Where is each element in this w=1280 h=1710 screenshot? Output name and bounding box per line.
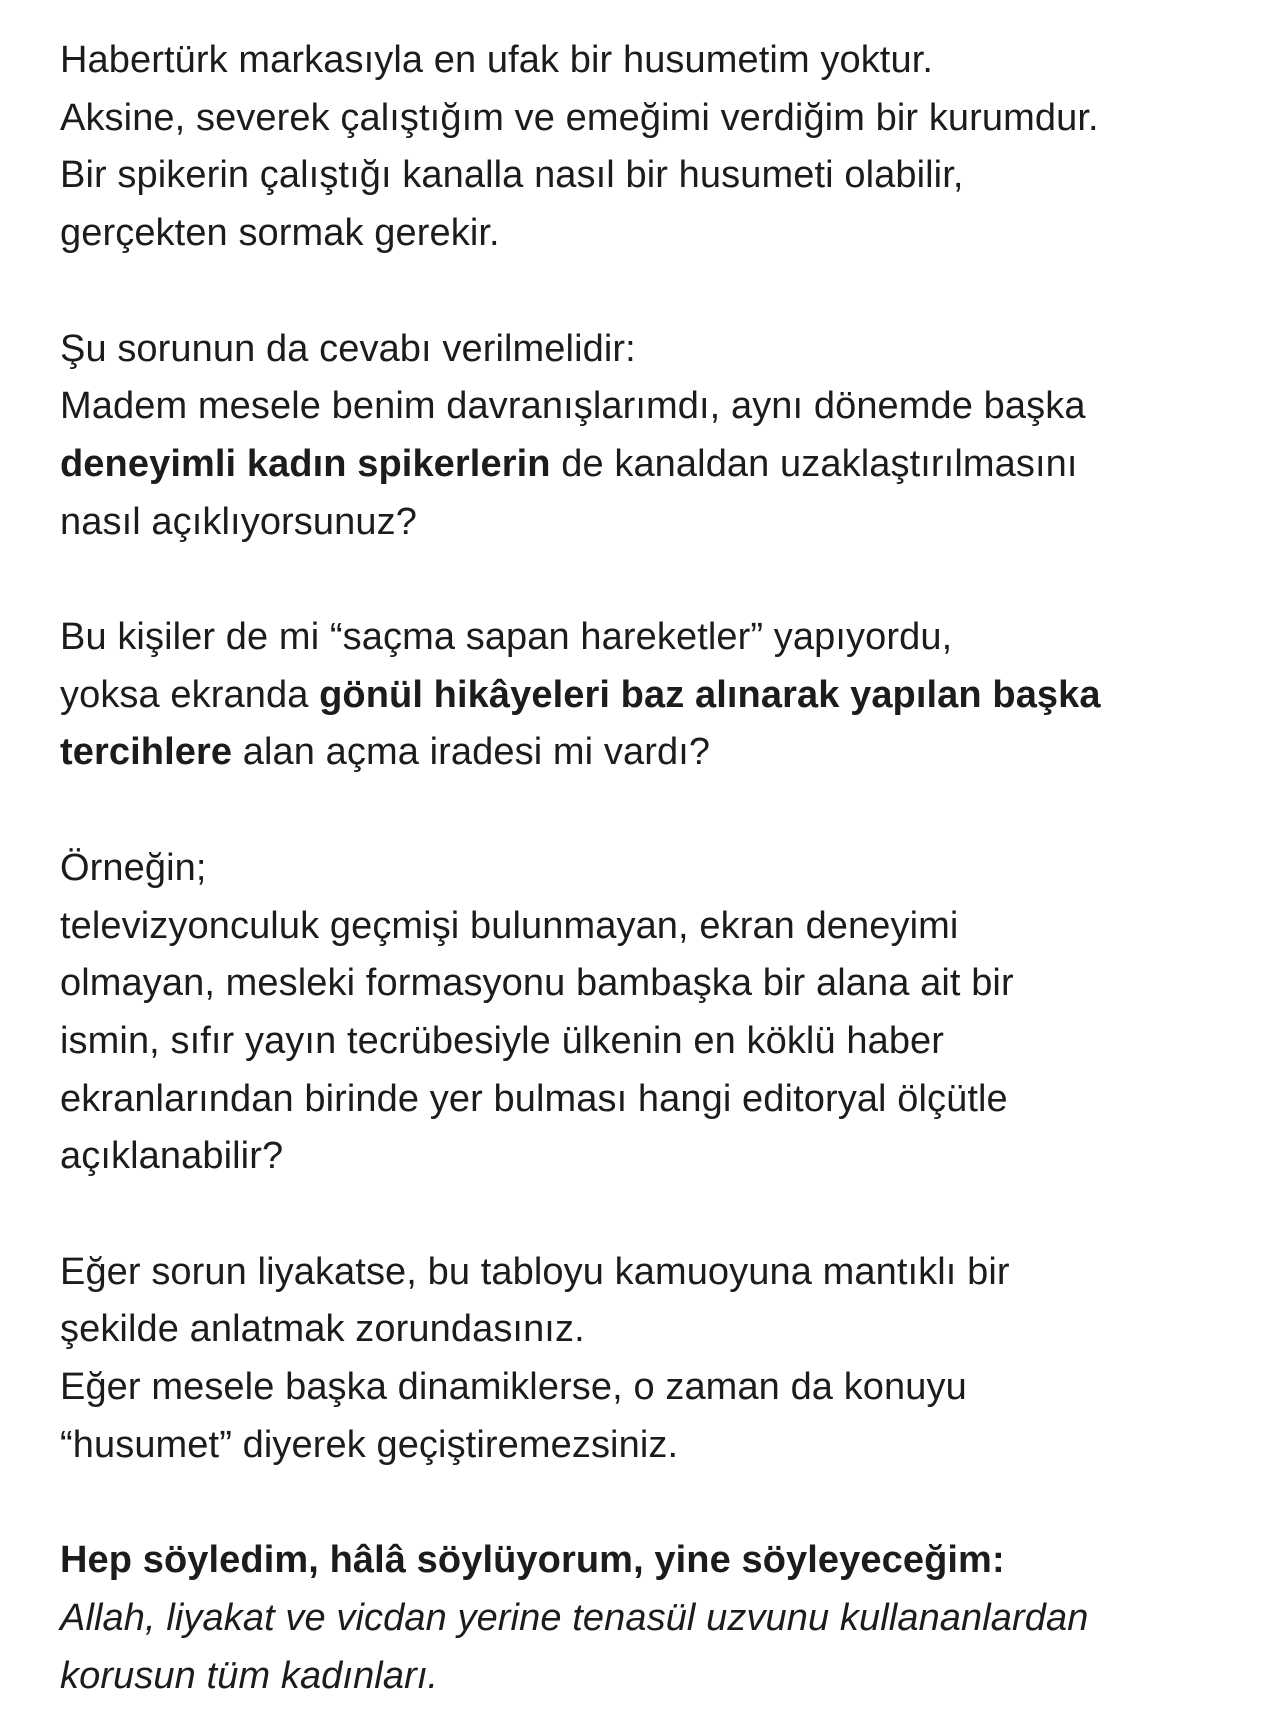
italic-text-segment: Allah, liyakat ve vicdan yerine tenasül uzvunu kullananlardan bbox=[60, 1596, 1089, 1639]
bold-text-segment: tercihlere bbox=[60, 731, 233, 774]
text-segment: alan açma iradesi mi vardı? bbox=[232, 731, 711, 774]
text-segment: nasıl açıklıyorsunuz? bbox=[60, 500, 417, 543]
text-line bbox=[60, 32, 1260, 90]
text-line bbox=[60, 1128, 1260, 1186]
text-segment: Aksine, severek çalıştığım ve emeğimi verdiğim bir kurumdur. bbox=[60, 96, 1099, 139]
paragraph bbox=[60, 840, 1260, 1186]
text-segment: de kanaldan uzaklaştırılmasını bbox=[550, 442, 1078, 485]
text-segment: Bir spikerin çalıştığı kanalla nasıl bir husumeti olabilir, bbox=[60, 154, 964, 197]
text-segment: ekranlarından birinde yer bulması hangi editoryal ölçütle bbox=[60, 1077, 1008, 1120]
text-line bbox=[60, 1590, 1260, 1648]
text-line bbox=[60, 1071, 1260, 1129]
text-line bbox=[60, 1244, 1260, 1302]
text-line bbox=[60, 1648, 1260, 1706]
text-segment: Madem mesele benim davranışlarımdı, aynı dönemde başka bbox=[60, 385, 1086, 428]
paragraph bbox=[60, 321, 1260, 552]
text-line bbox=[60, 321, 1260, 379]
text-line bbox=[60, 90, 1260, 148]
text-line bbox=[60, 378, 1260, 436]
text-line bbox=[60, 667, 1260, 725]
text-segment: şekilde anlatmak zorundasınız. bbox=[60, 1308, 585, 1351]
text-line bbox=[60, 1417, 1260, 1475]
text-segment: yoksa ekranda bbox=[60, 673, 320, 716]
text-segment: Bu kişiler de mi “saçma sapan hareketler” yapıyordu, bbox=[60, 616, 953, 658]
text-segment: olmayan, mesleki formasyonu bambaşka bir alana ait bir bbox=[60, 962, 1014, 1005]
text-segment: televizyonculuk geçmişi bulunmayan, ekran deneyimi bbox=[60, 904, 959, 947]
paragraph bbox=[60, 1532, 1260, 1705]
text-line bbox=[60, 1013, 1260, 1071]
text-line bbox=[60, 840, 1260, 898]
text-segment: Eğer mesele başka dinamiklerse, o zaman da konuyu bbox=[60, 1366, 967, 1409]
text-segment: gerçekten sormak gerekir. bbox=[60, 212, 500, 255]
italic-text-segment: korusun tüm kadınları. bbox=[60, 1654, 439, 1697]
text-line bbox=[60, 898, 1260, 956]
bold-text-segment: Hep söyledim, hâlâ söylüyorum, yine söyleyeceğim: bbox=[60, 1539, 1005, 1582]
text-segment: açıklanabilir? bbox=[60, 1135, 284, 1178]
text-segment: Eğer sorun liyakatse, bu tabloyu kamuoyuna mantıklı bir bbox=[60, 1250, 1010, 1293]
paragraph bbox=[60, 32, 1260, 263]
text-line bbox=[60, 436, 1260, 494]
paragraph bbox=[60, 609, 1260, 782]
bold-text-segment: deneyimli kadın spikerlerin bbox=[60, 442, 551, 485]
text-segment: Örneğin; bbox=[60, 846, 207, 889]
text-line bbox=[60, 494, 1260, 552]
paragraph bbox=[60, 1244, 1260, 1475]
text-line bbox=[60, 955, 1260, 1013]
document-body bbox=[60, 32, 1260, 1705]
text-segment: “husumet” diyerek geçiştiremezsiniz. bbox=[60, 1423, 679, 1466]
text-segment: Habertürk markasıyla en ufak bir husumetim yoktur. bbox=[60, 39, 934, 81]
text-line bbox=[60, 1532, 1260, 1590]
bold-text-segment: gönül hikâyeleri baz alınarak yapılan başka bbox=[319, 673, 1101, 716]
text-line bbox=[60, 724, 1260, 782]
text-line bbox=[60, 1301, 1260, 1359]
text-line bbox=[60, 1359, 1260, 1417]
text-segment: ismin, sıfır yayın tecrübesiyle ülkenin en köklü haber bbox=[60, 1019, 945, 1062]
text-line bbox=[60, 147, 1260, 205]
text-line bbox=[60, 205, 1260, 263]
text-line bbox=[60, 609, 1260, 667]
text-segment: Şu sorunun da cevabı verilmelidir: bbox=[60, 327, 636, 370]
